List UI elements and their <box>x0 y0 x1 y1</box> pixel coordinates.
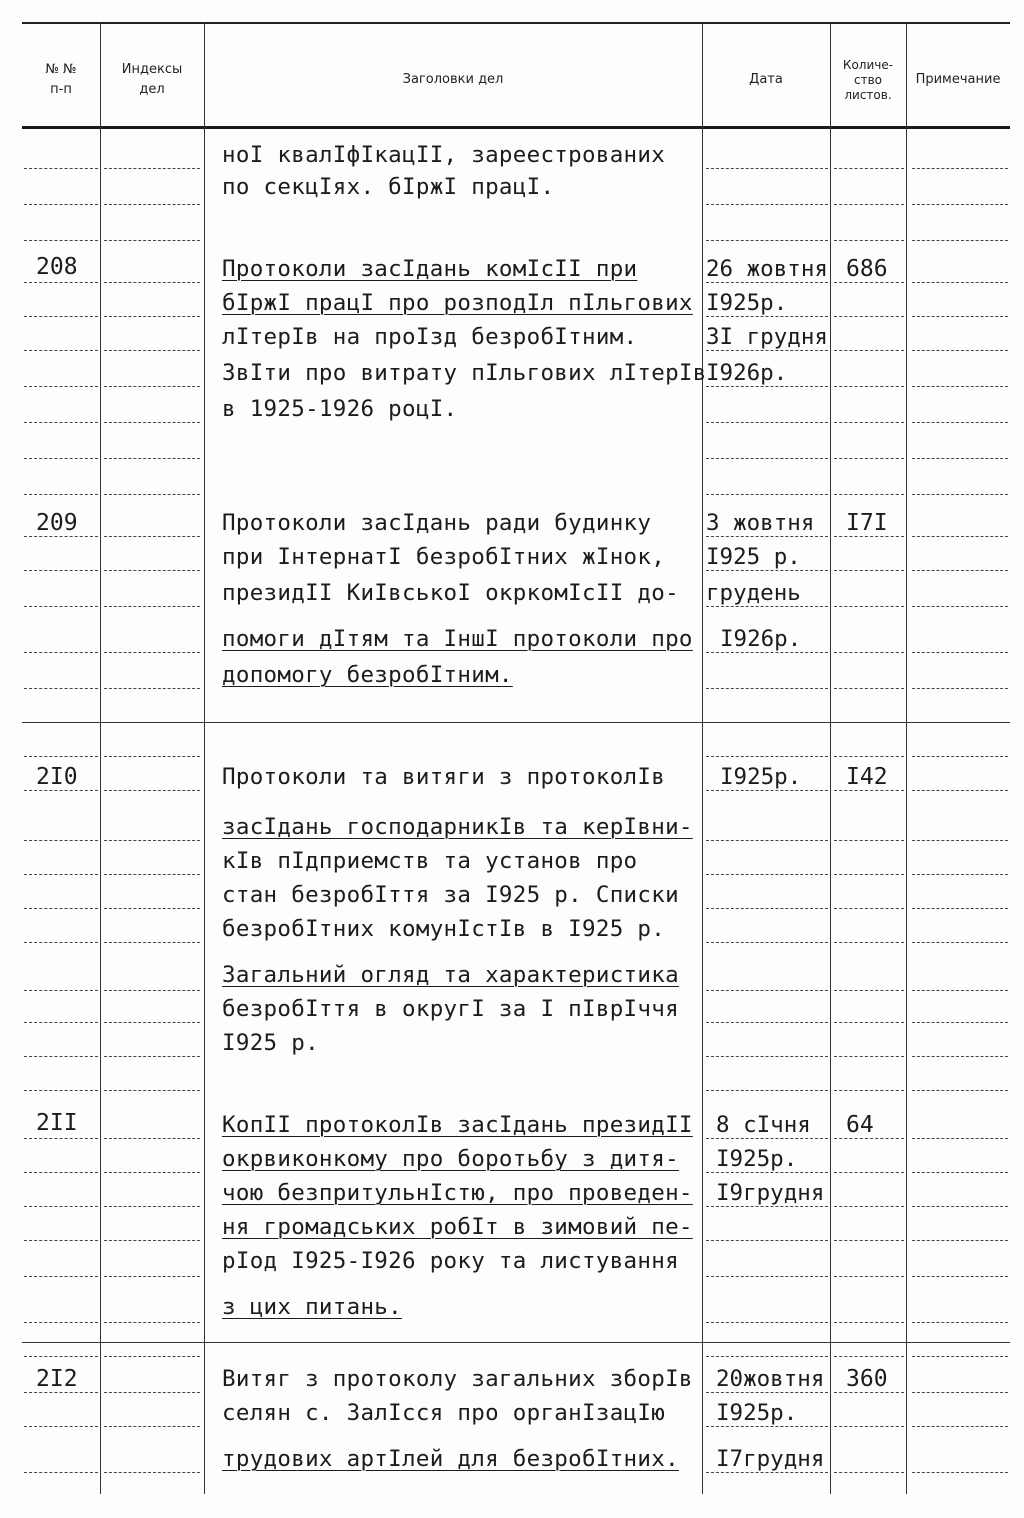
ruled-line <box>24 1240 98 1241</box>
entry-title-line: з цих питань. <box>222 1294 402 1320</box>
ruled-line <box>104 1472 200 1473</box>
ruled-line <box>104 1172 200 1173</box>
entry-title-line: Протоколи засIдань комIсII при <box>222 256 638 282</box>
entry-title-line: КопII протоколIв засIдань президII <box>222 1112 693 1138</box>
ruled-line <box>104 1322 200 1323</box>
column-divider <box>100 22 101 1494</box>
ruled-line <box>834 1426 904 1427</box>
ruled-line <box>24 458 98 459</box>
ruled-line <box>24 204 98 205</box>
ruled-line <box>104 874 200 875</box>
ruled-line <box>24 168 98 169</box>
ruled-line <box>706 942 828 943</box>
ruled-line <box>834 350 904 351</box>
ruled-line <box>834 168 904 169</box>
ruled-line <box>24 1172 98 1173</box>
ruled-line <box>834 1172 904 1173</box>
ruled-line <box>912 874 1008 875</box>
entry-title-line: I925 р. <box>222 1030 319 1056</box>
entry-date: 8 сIчня <box>716 1112 811 1138</box>
entry-title-line: президII КиIвськоI окркомIсII до- <box>222 580 679 606</box>
header-date: Дата <box>749 72 783 87</box>
ruled-line <box>834 1276 904 1277</box>
entry-number: 2I2 <box>36 1366 78 1392</box>
ruled-line <box>912 688 1008 689</box>
entry-date: 3 жовтня <box>706 510 815 536</box>
section-separator <box>22 722 1010 723</box>
header-count: Количе- ство листов. <box>842 57 894 102</box>
ruled-line <box>24 840 98 841</box>
ruled-line <box>24 422 98 423</box>
ruled-line <box>104 494 200 495</box>
entry-title-line: Протоколи та витяги з протоколIв <box>222 764 666 790</box>
ruled-line <box>834 458 904 459</box>
entry-title-line: засIдань господарникIв та керIвни- <box>222 814 693 840</box>
ruled-line <box>24 1206 98 1207</box>
ruled-line <box>24 756 98 757</box>
ruled-line <box>706 1090 828 1091</box>
ruled-line <box>706 688 828 689</box>
ruled-line <box>912 1356 1008 1357</box>
entry-title-line: лIтерIв на проIзд безробIтним. <box>222 324 638 350</box>
ruled-line <box>834 570 904 571</box>
ruled-line <box>912 1426 1008 1427</box>
ruled-line <box>912 1240 1008 1241</box>
entry-title-line: допомогу безробIтним. <box>222 662 513 688</box>
entry-title-line: Протоколи засIдань ради будинку <box>222 510 652 536</box>
entry-title-line: Витяг з протоколу загальних зборIв <box>222 1366 693 1392</box>
ruled-line <box>24 240 98 241</box>
ruled-line <box>912 316 1008 317</box>
ruled-line <box>834 240 904 241</box>
ruled-line <box>912 1090 1008 1091</box>
entry-title-line: Загальний огляд та характеристика <box>222 962 679 988</box>
entry-title-line: чою безпритульнIстю, про проведен- <box>222 1180 693 1206</box>
ruled-line <box>706 1240 828 1241</box>
entry-title-line: ня громадських робIт в зимовий пе- <box>222 1214 693 1240</box>
table-top-border <box>22 22 1010 24</box>
ruled-line <box>24 1322 98 1323</box>
entry-title-line: в 1925-1926 роцI. <box>222 396 458 422</box>
entry-sheet-count: 360 <box>846 1366 888 1392</box>
ruled-line <box>104 168 200 169</box>
ruled-line <box>912 1056 1008 1057</box>
entry-title-line: селян с. ЗалIсся про органIзацIю <box>222 1400 666 1426</box>
column-divider <box>830 22 831 1494</box>
ruled-line <box>104 790 200 791</box>
ruled-line <box>912 942 1008 943</box>
ruled-line <box>104 840 200 841</box>
ruled-line <box>104 1056 200 1057</box>
ruled-line <box>912 168 1008 169</box>
ruled-line <box>706 1056 828 1057</box>
ruled-line <box>706 168 828 169</box>
ruled-line <box>104 756 200 757</box>
entry-date: грудень <box>706 580 801 606</box>
ruled-line <box>104 570 200 571</box>
ruled-line <box>24 1276 98 1277</box>
entry-title-line: при IнтернатI безробIтних жIнок, <box>222 544 666 570</box>
ruled-line <box>24 1426 98 1427</box>
ruled-line <box>104 1090 200 1091</box>
ruled-line <box>706 908 828 909</box>
header-index: Индексы дел <box>121 62 183 97</box>
ruled-line <box>104 688 200 689</box>
ruled-line <box>912 652 1008 653</box>
entry-date: I925р. <box>706 290 788 316</box>
ruled-line <box>104 1138 200 1139</box>
ruled-line <box>24 908 98 909</box>
ruled-line <box>834 756 904 757</box>
ruled-line <box>912 282 1008 283</box>
ruled-line <box>912 458 1008 459</box>
entry-date: 3I грудня <box>706 324 828 350</box>
ruled-line <box>24 652 98 653</box>
ruled-line <box>706 204 828 205</box>
ruled-line <box>104 204 200 205</box>
entry-number: 2I0 <box>36 764 78 790</box>
entry-title-line: бIржI працI про розподIл пIльгових <box>222 290 693 316</box>
ruled-line <box>24 990 98 991</box>
ruled-line <box>912 422 1008 423</box>
header-title: Заголовки дел <box>402 72 504 87</box>
ruled-line <box>912 386 1008 387</box>
ruled-line <box>706 458 828 459</box>
entry-date: 20жовтня <box>716 1366 825 1392</box>
ruled-line <box>104 990 200 991</box>
ruled-line <box>24 282 98 283</box>
entry-date: I925р. <box>716 1400 798 1426</box>
ruled-line <box>912 1392 1008 1393</box>
entry-title-line: рIод I925-I926 року та листування <box>222 1248 679 1274</box>
ruled-line <box>24 494 98 495</box>
ruled-line <box>834 1240 904 1241</box>
ruled-line <box>24 874 98 875</box>
ruled-line <box>706 756 828 757</box>
entry-title-line: трудових артIлей для безробIтних. <box>222 1446 679 1472</box>
entry-date: I926р. <box>706 360 788 386</box>
ruled-line <box>104 350 200 351</box>
ruled-line <box>104 1276 200 1277</box>
entry-date: I925р. <box>720 764 802 790</box>
ruled-line <box>912 990 1008 991</box>
entry-title-line: ЗвIти про витрату пIльгових лIтерIв <box>222 360 707 386</box>
ruled-line <box>706 990 828 991</box>
ruled-line <box>104 458 200 459</box>
header-note: Примечание <box>915 72 1001 87</box>
ruled-line <box>912 606 1008 607</box>
ruled-line <box>834 1206 904 1207</box>
entry-title-line: безробIття в округI за I пIврIччя <box>222 996 679 1022</box>
ruled-line <box>104 606 200 607</box>
entry-title-line: кIв пIдприемств та установ про <box>222 848 638 874</box>
entry-date: I9грудня <box>716 1180 825 1206</box>
entry-title-line: стан безробIття за I925 р. Списки <box>222 882 679 908</box>
ruled-line <box>834 840 904 841</box>
ruled-line <box>24 1356 98 1357</box>
ruled-line <box>912 1172 1008 1173</box>
ruled-line <box>104 652 200 653</box>
ruled-line <box>104 1426 200 1427</box>
ruled-line <box>24 606 98 607</box>
ruled-line <box>912 756 1008 757</box>
entry-title-line: ноI квалIфIкацII, зареестрованих <box>222 142 666 168</box>
ruled-line <box>912 240 1008 241</box>
ruled-line <box>912 536 1008 537</box>
ruled-line <box>912 1138 1008 1139</box>
ruled-line <box>912 790 1008 791</box>
ruled-line <box>706 874 828 875</box>
ruled-line <box>706 422 828 423</box>
ruled-line <box>834 1022 904 1023</box>
ruled-line <box>706 1022 828 1023</box>
entry-date: 26 жовтня <box>706 256 828 282</box>
ruled-line <box>834 1090 904 1091</box>
ruled-line <box>104 386 200 387</box>
ruled-line <box>912 1472 1008 1473</box>
ruled-line <box>912 570 1008 571</box>
ruled-line <box>834 494 904 495</box>
ruled-line <box>706 240 828 241</box>
entry-title-line: окрвиконкому про боротьбу з дитя- <box>222 1146 679 1172</box>
entry-number: 2II <box>36 1110 78 1136</box>
ruled-line <box>24 1022 98 1023</box>
ruled-line <box>912 840 1008 841</box>
ruled-line <box>834 606 904 607</box>
entry-title-line: безробIтних комунIстIв в I925 р. <box>222 916 666 942</box>
ruled-line <box>24 386 98 387</box>
column-divider <box>906 22 907 1494</box>
ruled-line <box>912 908 1008 909</box>
entry-sheet-count: 64 <box>846 1112 874 1138</box>
ruled-line <box>834 386 904 387</box>
ruled-line <box>104 1022 200 1023</box>
ruled-line <box>912 1022 1008 1023</box>
entry-date: I926р. <box>720 626 802 652</box>
entry-date: I7грудня <box>716 1446 825 1472</box>
ruled-line <box>24 316 98 317</box>
ruled-line <box>24 1090 98 1091</box>
ruled-line <box>834 874 904 875</box>
ruled-line <box>104 942 200 943</box>
header-bottom-border <box>22 126 1010 129</box>
ruled-line <box>24 688 98 689</box>
entry-title-line: помоги дIтям та IншI протоколи про <box>222 626 693 652</box>
ruled-line <box>834 908 904 909</box>
ruled-line <box>104 536 200 537</box>
ruled-line <box>912 1322 1008 1323</box>
ruled-line <box>104 1356 200 1357</box>
ruled-line <box>834 990 904 991</box>
entry-sheet-count: I7I <box>846 510 888 536</box>
ruled-line <box>834 1322 904 1323</box>
entry-date: I925 р. <box>706 544 801 570</box>
ruled-line <box>104 422 200 423</box>
ruled-line <box>104 240 200 241</box>
ruled-line <box>706 1276 828 1277</box>
entry-title-line: по секцIях. бIржI працI. <box>222 174 555 200</box>
header-number: № № п-п <box>45 62 77 97</box>
ruled-line <box>834 1356 904 1357</box>
ruled-line <box>834 688 904 689</box>
ruled-line <box>24 1138 98 1139</box>
ruled-line <box>912 494 1008 495</box>
ruled-line <box>24 1056 98 1057</box>
ruled-line <box>104 1240 200 1241</box>
entry-sheet-count: 686 <box>846 256 888 282</box>
ruled-line <box>104 316 200 317</box>
ruled-line <box>706 840 828 841</box>
ruled-line <box>706 1356 828 1357</box>
ruled-line <box>912 1206 1008 1207</box>
ruled-line <box>24 1472 98 1473</box>
ruled-line <box>834 1472 904 1473</box>
ruled-line <box>834 1056 904 1057</box>
ruled-line <box>104 908 200 909</box>
ruled-line <box>104 1206 200 1207</box>
ruled-line <box>24 942 98 943</box>
ruled-line <box>104 282 200 283</box>
ruled-line <box>24 570 98 571</box>
ruled-line <box>706 494 828 495</box>
ruled-line <box>912 1276 1008 1277</box>
ruled-line <box>912 204 1008 205</box>
ruled-line <box>104 1392 200 1393</box>
ruled-line <box>834 422 904 423</box>
ruled-line <box>912 350 1008 351</box>
ruled-line <box>24 350 98 351</box>
ruled-line <box>834 942 904 943</box>
entry-date: I925р. <box>716 1146 798 1172</box>
section-separator <box>22 1342 1010 1343</box>
column-divider <box>204 22 205 1494</box>
entry-number: 209 <box>36 510 78 536</box>
entry-sheet-count: I42 <box>846 764 888 790</box>
ruled-line <box>834 316 904 317</box>
ruled-line <box>706 1322 828 1323</box>
ruled-line <box>834 204 904 205</box>
entry-number: 208 <box>36 254 78 280</box>
